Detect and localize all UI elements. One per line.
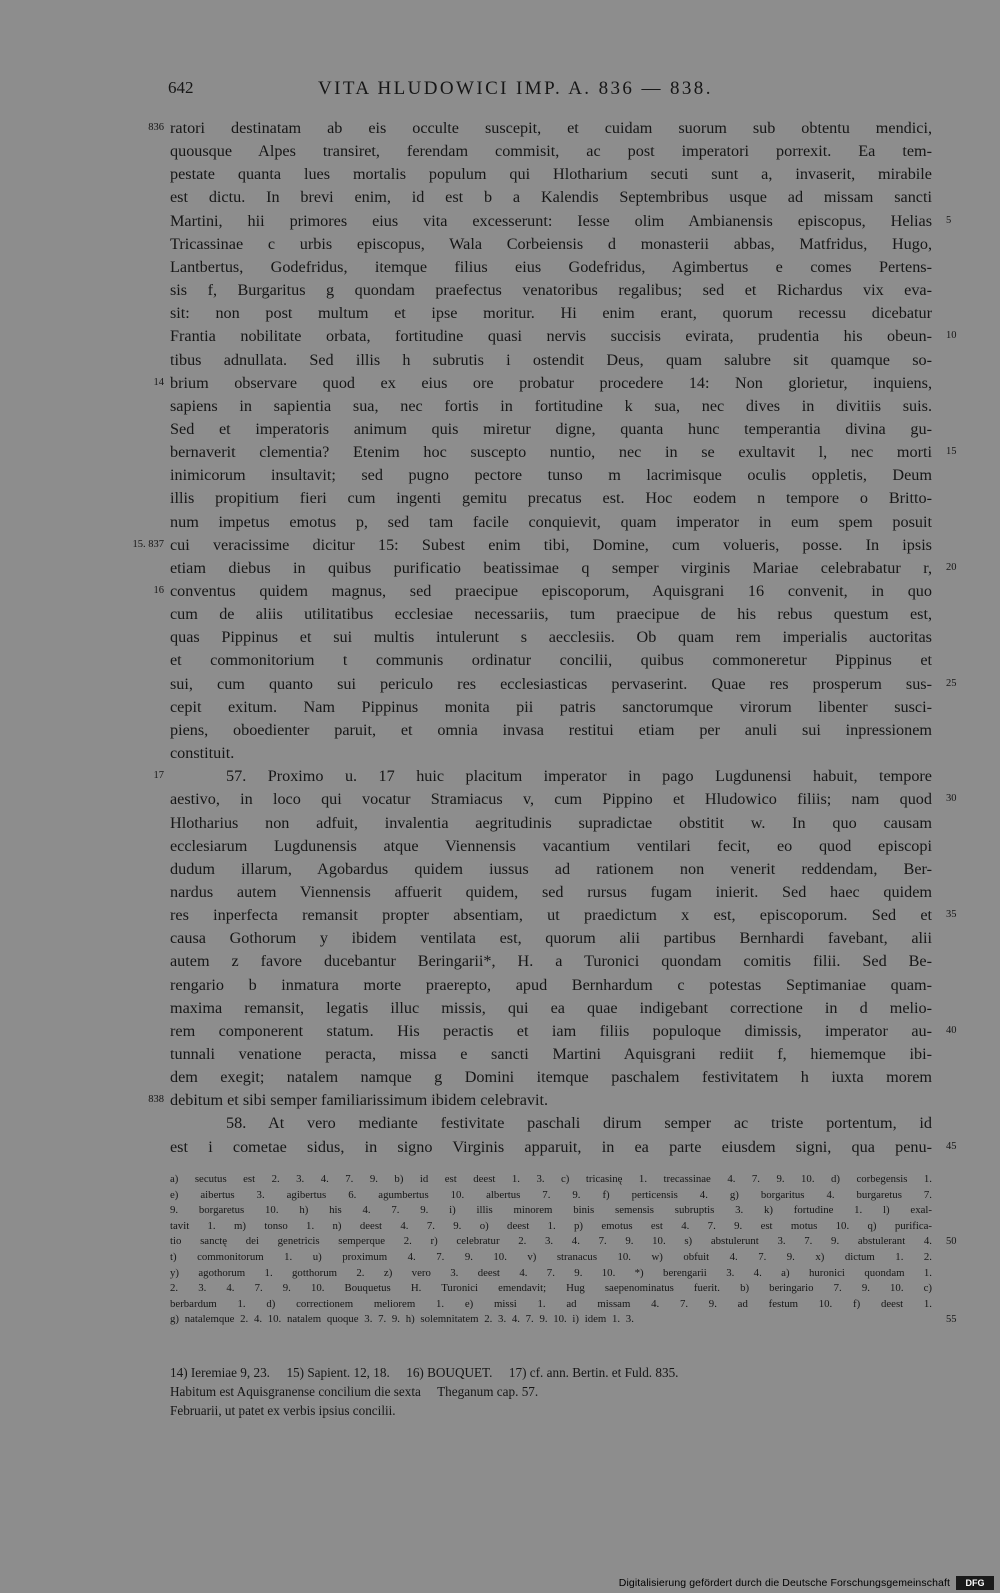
text-line: et commonitorium t communis ordinatur concilii, quibus commoneretur Pippinus et [170,651,932,669]
line-number: 35 [946,909,957,920]
text-line: cui veracissime dicitur 15: Subest enim tibi, Domine, cum volueris, posse. In ipsis [170,536,932,554]
text-line: Sed et imperatoris animum quis miretur digne, quanta hunc temperantia divina gu- [170,420,932,438]
text-line: 57. Proximo u. 17 huic placitum imperator in pago Lugdunensi habuit, tempore [226,767,932,785]
text-line: nardus autem Viennensis affuerit quidem, sed rursus fugam inierit. Sed haec quidem [170,883,932,901]
text-line: conventus quidem magnus, sed praecipue episcoporum, Aquisgrani 16 convenit, in quo [170,582,932,600]
text-line: num impetus emotus p, sed tam facile conquievit, quam imperator in eum spem posuit [170,513,932,531]
text-line: debitum et sibi semper familiarissimum ibidem celebravit. [170,1091,549,1109]
text-line: dudum illarum, Agobardus quidem iussus ad rationem non venerit reddendam, Ber- [170,860,932,878]
text-line: Martini, hii primores eius vita excesserunt: Iesse olim Ambianensis episcopus, Helias [170,212,932,230]
footnote-line: y) agothorum 1. gotthorum 2. z) vero 3. deest 4. 7. 9. 10. *) berengarii 3. 4. a) huronici quondam 1. [170,1267,932,1279]
line-number: 10 [946,330,957,341]
line-number: 30 [946,793,957,804]
text-line: illis propitium fieri cum ingenti gemitu precatus est. Hoc eodem n tempore o Britto- [170,489,932,507]
text-line: Hlotharius non adfuit, invalentia aegritudinis supradictae obstitit w. In quo causam [170,814,932,832]
text-line: dem exegit; natalem namque g Domini itemque paschalem festivitatem h iuxta morem [170,1068,932,1086]
text-line: sui, cum quanto sui periculo res ecclesiasticas pervaserint. Quae res prosperum sus- [170,675,932,693]
text-line: tunnali venatione peracta, missa e sancti Martini Aquisgrani rediit f, hiememque ibi- [170,1045,932,1063]
left-margin-note: 836 [148,122,164,133]
text-line: aestivo, in loco qui vocatur Stramiacus v, cum Pippino et Hludowico filiis; nam quod [170,790,932,808]
text-line: inimicorum insultavit; sed pugno pectore tunso m lacrimisque oculis oppletis, Deum [170,466,932,484]
page-number: 642 [168,78,194,97]
line-number: 55 [946,1314,957,1325]
footnote-line: t) commonitorum 1. u) proximum 4. 7. 9. 10. v) stranacus 10. w) obfuit 4. 7. 9. x) dictum 1. 2. [170,1251,932,1263]
text-line: est i cometae sidus, in signo Virginis apparuit, in ea parte eiusdem signi, qua penu- [170,1138,932,1156]
footer-credit: Digitalisierung gefördert durch die Deutsche Forschungsgemeinschaft [618,1577,950,1589]
footnote-line: 2. 3. 4. 7. 9. 10. Bouquetus H. Turonici emendavit; Hug saepenominatus fuerit. b) beringario 7. 9. 10. c) [170,1282,932,1294]
text-line: maxima remansit, legatis illuc missis, qui ea quae indigebant correctione in d melio- [170,999,932,1017]
text-line: cum de aliis utilitatibus ecclesiae necessariis, tum praecipue de his rebus questum est, [170,605,932,623]
line-number: 15 [946,446,957,457]
text-line: piens, oboedienter paruit, et omnia invasa restitui etiam per anuli sui inpressionem [170,721,932,739]
text-line: rem componerent statum. His peractis et iam filiis populoque dimissis, imperator au- [170,1022,932,1040]
running-title: VITA HLUDOWICI IMP. A. 836 — 838. [318,78,713,99]
line-number: 50 [946,1236,957,1247]
text-line: autem z favore ducebantur Beringarii*, H. a Turonici quondam comitis filii. Sed Be- [170,952,932,970]
text-line: sit: non post multum et ipse moritur. Hi enim erant, quorum recessu dicebatur [170,304,932,322]
footnote-line: e) aibertus 3. agibertus 6. agumbertus 10. albertus 7. 9. f) perticensis 4. g) borgaritus 4. burgaretus 7. [170,1189,932,1201]
text-line: sapiens in sapientia sua, nec fortis in fortitudine k sua, nec dives in divitiis suis. [170,397,932,415]
footnote-line: 9. borgaretus 10. h) his 4. 7. 9. i) illis minorem binis semensis subruptis 3. k) fortudine 1. l) exal- [170,1204,932,1216]
footnote-line: tavit 1. m) tonso 1. n) deest 4. 7. 9. o) deest 1. p) emotus est 4. 7. 9. est motus 10. q) purifica- [170,1220,932,1232]
reference-line: Februarii, ut patet ex verbis ipsius concilii. [170,1403,396,1418]
text-line: ecclesiarum Lugdunensis atque Viennensis vacantium ventilari fecit, eo quod episcopi [170,837,932,855]
footnote-line: g) natalemque 2. 4. 10. natalem quoque 3. 7. 9. h) solemnitatem 2. 3. 4. 7. 9. 10. i) idem 1. 3. [170,1313,634,1325]
text-line: tibus adnullata. Sed illis h subrutis i ostendit Deus, quam salubre sit quamque so- [170,351,932,369]
text-line: pestate quanta lues mortalis populum qui Hlotharium secuti sunt a, invaserit, mirabile [170,165,932,183]
footnote-line: a) secutus est 2. 3. 4. 7. 9. b) id est deest 1. 3. c) tricasinę 1. trecassinae 4. 7. 9. 10. d) corbegensis 1. [170,1173,932,1185]
left-margin-note: 14 [153,377,164,388]
text-line: causa Gothorum y ibidem ventilata est, quorum alii partibus Bernhardi favebant, alii [170,929,932,947]
text-line: rengario b inmatura morte praerepto, apud Bernhardum c potestas Septimaniae quam- [170,976,932,994]
text-line: etiam diebus in quibus purificatio beatissimae q semper virginis Mariae celebrabatur r, [170,559,932,577]
text-line: Frantia nobilitate orbata, fortitudine quasi nervis succisis evirata, prudentia his obeun- [170,327,932,345]
text-line: ratori destinatam ab eis occulte suscepit, et cuidam suorum sub obtentu mendici, [170,119,932,137]
dfg-logo: DFG [956,1576,994,1590]
text-line: cepit exitum. Nam Pippinus monita pii patris sanctorumque virorum libenter susci- [170,698,932,716]
text-line: Tricassinae c urbis episcopus, Wala Corbeiensis d monasterii abbas, Matfridus, Hugo, [170,235,932,253]
line-number: 40 [946,1025,957,1036]
left-margin-note: 15. 837 [132,539,164,550]
text-line: brium observare quod ex eius ore probatur procedere 14: Non glorietur, inquiens, [170,374,932,392]
text-line: constituit. [170,744,235,762]
left-margin-note: 17 [153,770,164,781]
left-margin-note: 838 [148,1094,164,1105]
text-line: est dictu. In brevi enim, id est b a Kalendis Septembribus usque ad missam sancti [170,188,932,206]
text-line: bernaverit clementia? Etenim hoc suscepto nuntio, nec in se exultavit l, nec morti [170,443,932,461]
line-number: 5 [946,215,952,226]
reference-line: Habitum est Aquisgranense concilium die sexta Theganum cap. 57. [170,1384,539,1399]
footnote-line: tio sanctę dei genetricis semperque 2. r) celebratur 2. 3. 4. 7. 9. 10. s) abstulerunt 3. 7. 9. abstulerant 4. [170,1235,932,1247]
line-number: 20 [946,562,957,573]
text-line: sis f, Burgaritus g quondam praefectus venatoribus regalibus; sed et Richardus vix eva- [170,281,932,299]
text-line: Lantbertus, Godefridus, itemque filius eius Godefridus, Agimbertus e comes Pertens- [170,258,932,276]
line-number: 45 [946,1141,957,1152]
text-line: 58. At vero mediante festivitate paschali dirum semper ac triste portentum, id [226,1114,932,1132]
text-line: quas Pippinus et sui multis intulerunt s aecclesiis. Ob quam rem imperialis auctoritas [170,628,932,646]
left-margin-note: 16 [153,585,164,596]
text-line: quousque Alpes transiret, ferendam commisit, ac post imperatori porrexit. Ea tem- [170,142,932,160]
footnote-line: berbardum 1. d) correctionem meliorem 1. e) missi 1. ad missam 4. 7. 9. ad festum 10. f) deest 1. [170,1298,932,1310]
line-number: 25 [946,678,957,689]
text-line: res inperfecta remansit propter absentiam, ut praedictum x est, episcoporum. Sed et [170,906,932,924]
reference-line: 14) Ieremiae 9, 23. 15) Sapient. 12, 18. 16) BOUQUET. 17) cf. ann. Bertin. et Fuld. 835. [170,1365,679,1380]
